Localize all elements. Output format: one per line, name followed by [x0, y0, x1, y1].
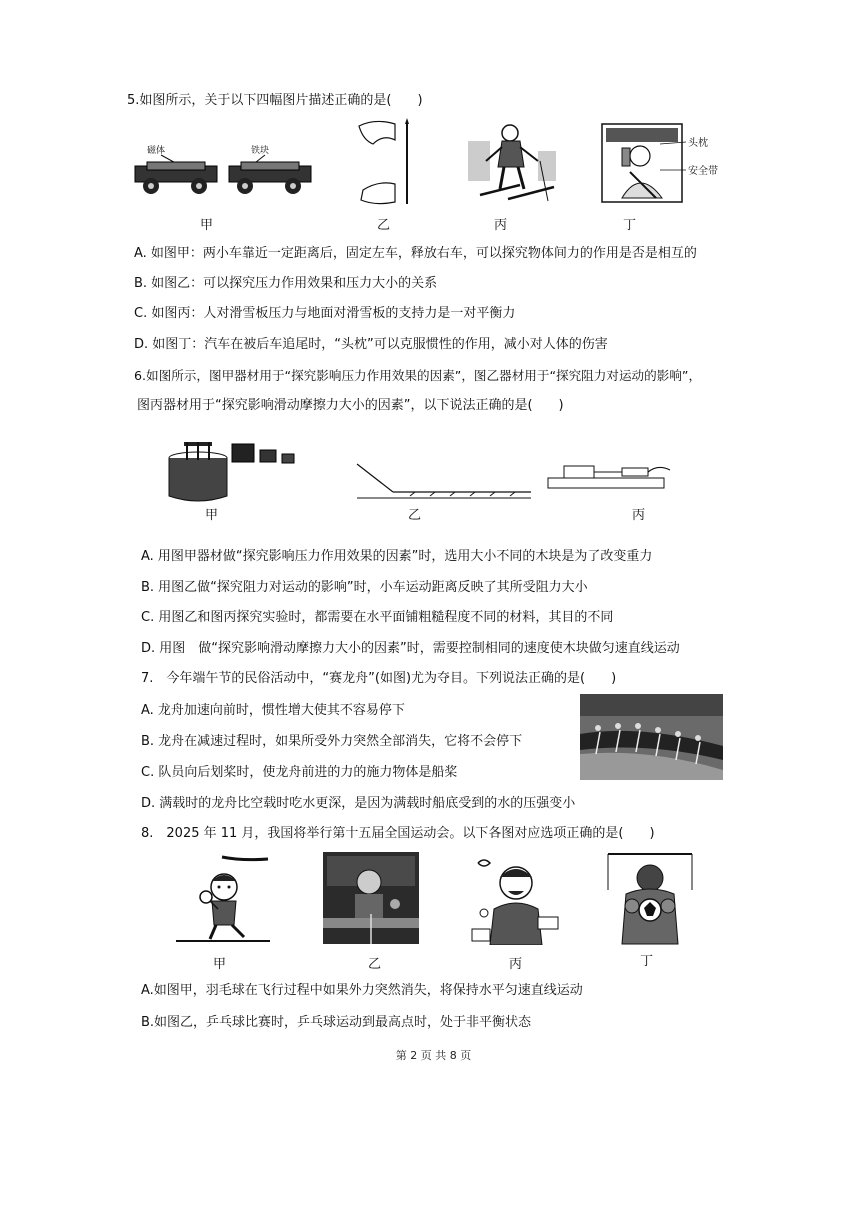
q8-option-b: B.如图乙，乒乓球比赛时，乒乓球运动到最高点时，处于非平衡状态 [141, 1015, 532, 1030]
q5-caption-jia: 甲 [200, 218, 214, 233]
q5-option-d: D. 如图丁：汽车在被后车追尾时，“头枕”可以克服惯性的作用，减小对人体的伤害 [134, 337, 608, 352]
q8-caption-bing: 丙 [509, 957, 523, 972]
q6-option-b: B. 用图乙做“探究阻力对运动的影响”时，小车运动距离反映了其所受阻力大小 [141, 580, 588, 595]
q6-option-d: D. 用图 做“探究影响滑动摩擦力大小的因素”时，需要控制相同的速度使木块做匀速直线运动 [141, 641, 680, 656]
q6-stem-line1: 6.如图所示，图甲器材用于“探究影响压力作用效果的因素”，图乙器材用于“探究阻力对运动的影响”， [134, 368, 702, 383]
q5-caption-ding: 丁 [623, 218, 637, 233]
q5-fig-pencil [355, 118, 420, 208]
q5-option-c: C. 如图丙：人对滑雪板压力与地面对滑雪板的支持力是一对平衡力 [134, 306, 516, 321]
q6-caption-yi: 乙 [408, 508, 422, 523]
q8-caption-ding: 丁 [640, 954, 654, 969]
q6-fig-sponge [168, 436, 303, 506]
q5-option-a: A. 如图甲：两小车靠近一定距离后，固定左车，释放右车，可以探究物体间力的作用是否是相互的 [134, 246, 697, 261]
q8-option-a: A.如图甲，羽毛球在飞行过程中如果外力突然消失，将保持水平匀速直线运动 [141, 983, 583, 998]
q7-option-c: C. 队员向后划桨时，使龙舟前进的力的施力物体是船桨 [141, 765, 458, 780]
q7-option-d: D. 满载时的龙舟比空载时吃水更深，是因为满载时船底受到的水的压强变小 [141, 796, 576, 811]
q6-caption-bing: 丙 [632, 508, 646, 523]
q6-stem-line2: 图丙器材用于“探究影响滑动摩擦力大小的因素”，以下说法正确的是( ) [137, 398, 564, 413]
q7-option-b: B. 龙舟在减速过程时，如果所受外力突然全部消失，它将不会停下 [141, 734, 523, 749]
q8-fig-player [470, 853, 560, 945]
q7-fig-dragon-boat [580, 694, 723, 780]
q6-caption-jia: 甲 [205, 508, 219, 523]
q8-caption-yi: 乙 [368, 957, 382, 972]
q8-caption-jia: 甲 [213, 957, 227, 972]
q5-fig-carts [133, 138, 318, 200]
q6-fig-ramp [355, 460, 535, 500]
q7-stem: 7. 今年端午节的民俗活动中，“赛龙舟”(如图)尤为夺目。下列说法正确的是( ) [141, 671, 617, 686]
q5-caption-yi: 乙 [377, 218, 391, 233]
q8-stem: 8. 2025 年 11 月，我国将举行第十五届全国运动会。以下各图对应选项正确的是( ) [141, 826, 655, 841]
magnet-label: 磁体 [147, 146, 166, 156]
q5-caption-bing: 丙 [494, 218, 508, 233]
q6-fig-friction [546, 460, 676, 492]
q6-option-c: C. 用图乙和图丙探究实验时，都需要在水平面铺粗糙程度不同的材料，其目的不同 [141, 610, 614, 625]
q5-fig-skier [468, 121, 558, 206]
q5-fig-driver [600, 122, 730, 204]
headrest-label: 头枕 [688, 138, 708, 149]
page-footer: 第 2 页 共 8 页 [395, 1049, 472, 1062]
seatbelt-label: 安全带 [688, 166, 718, 177]
q7-option-a: A. 龙舟加速向前时，惯性增大使其不容易停下 [141, 703, 405, 718]
iron-label: 铁块 [251, 146, 270, 156]
q8-fig-badminton [172, 855, 272, 945]
q5-stem: 5.如图所示，关于以下四幅图片描述正确的是( ) [127, 93, 423, 108]
q8-fig-goalkeeper [606, 850, 694, 946]
q8-fig-table-tennis [323, 852, 419, 944]
q6-option-a: A. 用图甲器材做“探究影响压力作用效果的因素”时，选用大小不同的木块是为了改变重力 [141, 549, 653, 564]
q5-option-b: B. 如图乙：可以探究压力作用效果和压力大小的关系 [134, 276, 438, 291]
